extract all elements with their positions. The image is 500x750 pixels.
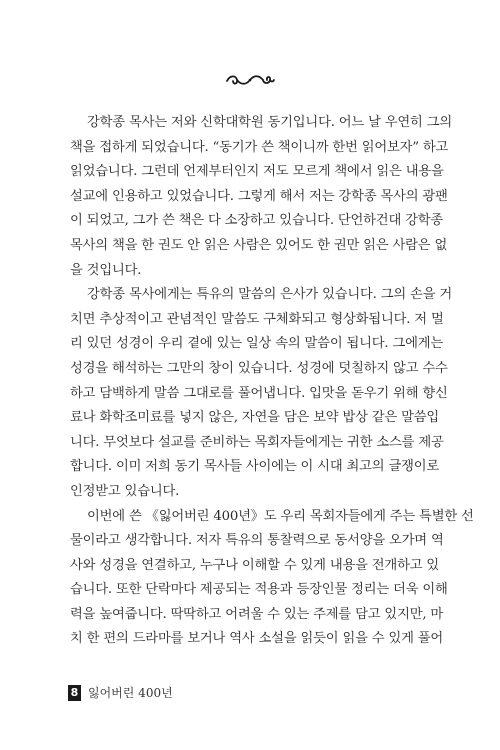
- text-line: 료나 화학조미료를 넣지 않은, 자연을 담은 보약 밥상 같은 말씀입: [70, 410, 440, 426]
- text-line: 강학종 목사에게는 특유의 말씀의 은사가 있습니다. 그의 손을 거: [87, 287, 453, 303]
- text-line: 치 한 편의 드라마를 보거나 역사 소설을 읽듯이 읽을 수 있게 풀어: [70, 631, 444, 647]
- text-line: 치면 추상적이고 관념적인 말씀도 구체화되고 형상화됩니다. 저 멀: [70, 311, 444, 327]
- flourish-ornament-icon: [224, 72, 276, 88]
- text-line: 이 되었고, 그가 쓴 책은 다 소장하고 있습니다. 단언하건대 강학종: [70, 213, 444, 229]
- text-line: 이번에 쓴 《잃어버린 400년》도 우리 목회자들에게 주는 특별한 선: [87, 508, 474, 524]
- text-line: 하고 담백하게 말씀 그대로를 풀어냅니다. 입맛을 돋우기 위해 향신: [70, 385, 448, 401]
- body-text: [70, 111, 474, 652]
- text-line: 강학종 목사는 저와 신학대학원 동기입니다. 어느 날 우연히 그의: [87, 115, 453, 130]
- text-line: 력을 높여줍니다. 딱딱하고 어려울 수 있는 주제를 담고 있지만, 마: [70, 606, 444, 622]
- text-line: 사와 성경을 연결하고, 누구나 이해할 수 있게 내용을 전개하고 있: [70, 557, 440, 573]
- paragraph: [70, 505, 474, 653]
- text-line: 읽었습니다. 그런데 언제부터인지 저도 모르게 책에서 읽은 내용을: [70, 164, 444, 180]
- text-line: 인정받고 있습니다.: [70, 483, 180, 499]
- text-line: 성경을 해석하는 그만의 창이 있습니다. 성경에 덧칠하지 않고 수수: [70, 360, 448, 376]
- page-footer: [68, 684, 173, 701]
- paragraph: [70, 111, 453, 283]
- text-line: 을 것입니다.: [70, 262, 142, 278]
- paragraph: [70, 283, 453, 504]
- text-line: 목사의 책을 한 권도 안 읽은 사람은 있어도 한 권만 읽은 사람은 없: [70, 237, 448, 253]
- page-number: 8: [68, 685, 81, 701]
- text-line: 리 있던 성경이 우리 곁에 있는 일상 속의 말씀이 됩니다. 그에게는: [70, 336, 444, 352]
- text-line: 니다. 무엇보다 설교를 준비하는 목회자들에게는 귀한 소스를 제공: [70, 434, 444, 450]
- running-title: 잃어버린 400년: [88, 686, 173, 700]
- text-line: 설교에 인용하고 있었습니다. 그렇게 해서 저는 강학종 목사의 광팬: [70, 188, 448, 204]
- text-line: 합니다. 이미 저희 동기 목사들 사이에는 이 시대 최고의 글쟁이로: [70, 459, 440, 475]
- text-line: 습니다. 또한 단락마다 제공되는 적용과 등장인물 정리는 더욱 이해: [70, 582, 448, 598]
- text-line: 책을 접하게 되었습니다. “동기가 쓴 책이니까 한번 읽어보자” 하고: [70, 139, 449, 155]
- text-line: 물이라고 생각합니다. 저자 특유의 통찰력으로 동서양을 오가며 역: [70, 533, 444, 549]
